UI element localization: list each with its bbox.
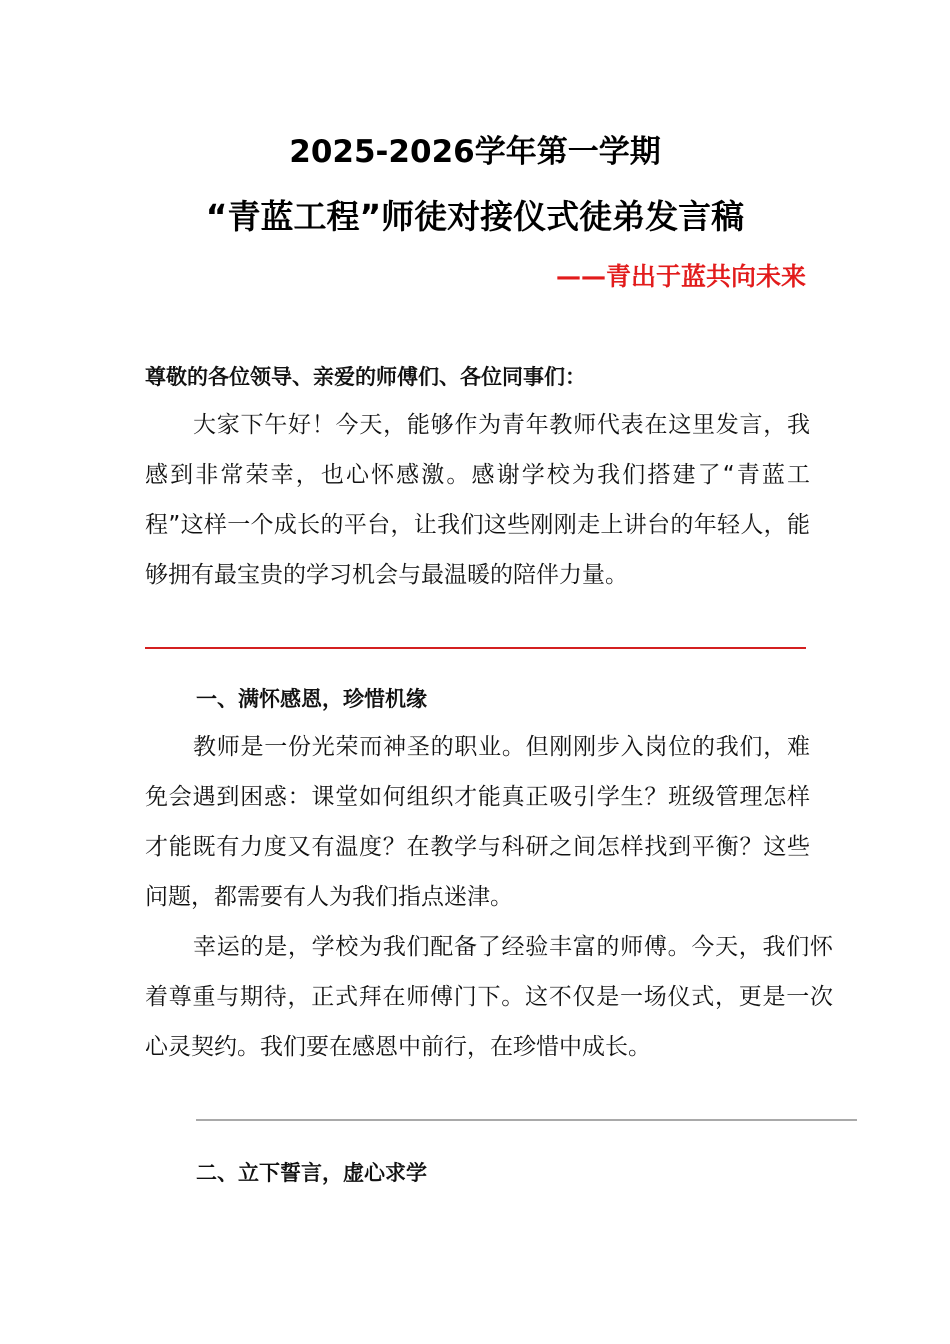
section-heading-2: 二、立下誓言，虚心求学 — [196, 1161, 427, 1185]
paragraph-confusion: 教师是一份光荣而神圣的职业。但刚刚步入岗位的我们，难免会遇到困惑：课堂如何组织才能真正吸引学生？班级管理怎样才能既有力度又有温度？在教学与科研之间怎样找到平衡？这些问题，都需要有人为我们指点迷津。 — [145, 734, 810, 910]
paragraph-fortune: 幸运的是，学校为我们配备了经验丰富的师傅。今天，我们怀着尊重与期待，正式拜在师傅门下。这不仅是一场仪式，更是一次心灵契约。我们要在感恩中前行，在珍惜中成长。 — [145, 934, 833, 1060]
red-divider-line — [145, 647, 806, 649]
salutation: 尊敬的各位领导、亲爱的师傅们、各位同事们： — [145, 365, 586, 389]
document-subtitle: ——青出于蓝共向未来 — [555, 262, 806, 291]
document-title-line-1: 2025-2026学年第一学期 — [289, 134, 661, 170]
paragraph-greeting: 大家下午好！今天，能够作为青年教师代表在这里发言，我感到非常荣幸，也心怀感激。感谢学校为我们搭建了“青蓝工程”这样一个成长的平台，让我们这些刚刚走上讲台的年轻人，能够拥有最宝贵的学习机会与最温暖的陪伴力量。 — [145, 412, 810, 588]
section-heading-1: 一、满怀感恩，珍惜机缘 — [196, 687, 427, 711]
gray-divider-line — [196, 1119, 857, 1121]
document-title-line-2: “青蓝工程”师徒对接仪式徒弟发言稿 — [205, 197, 745, 236]
